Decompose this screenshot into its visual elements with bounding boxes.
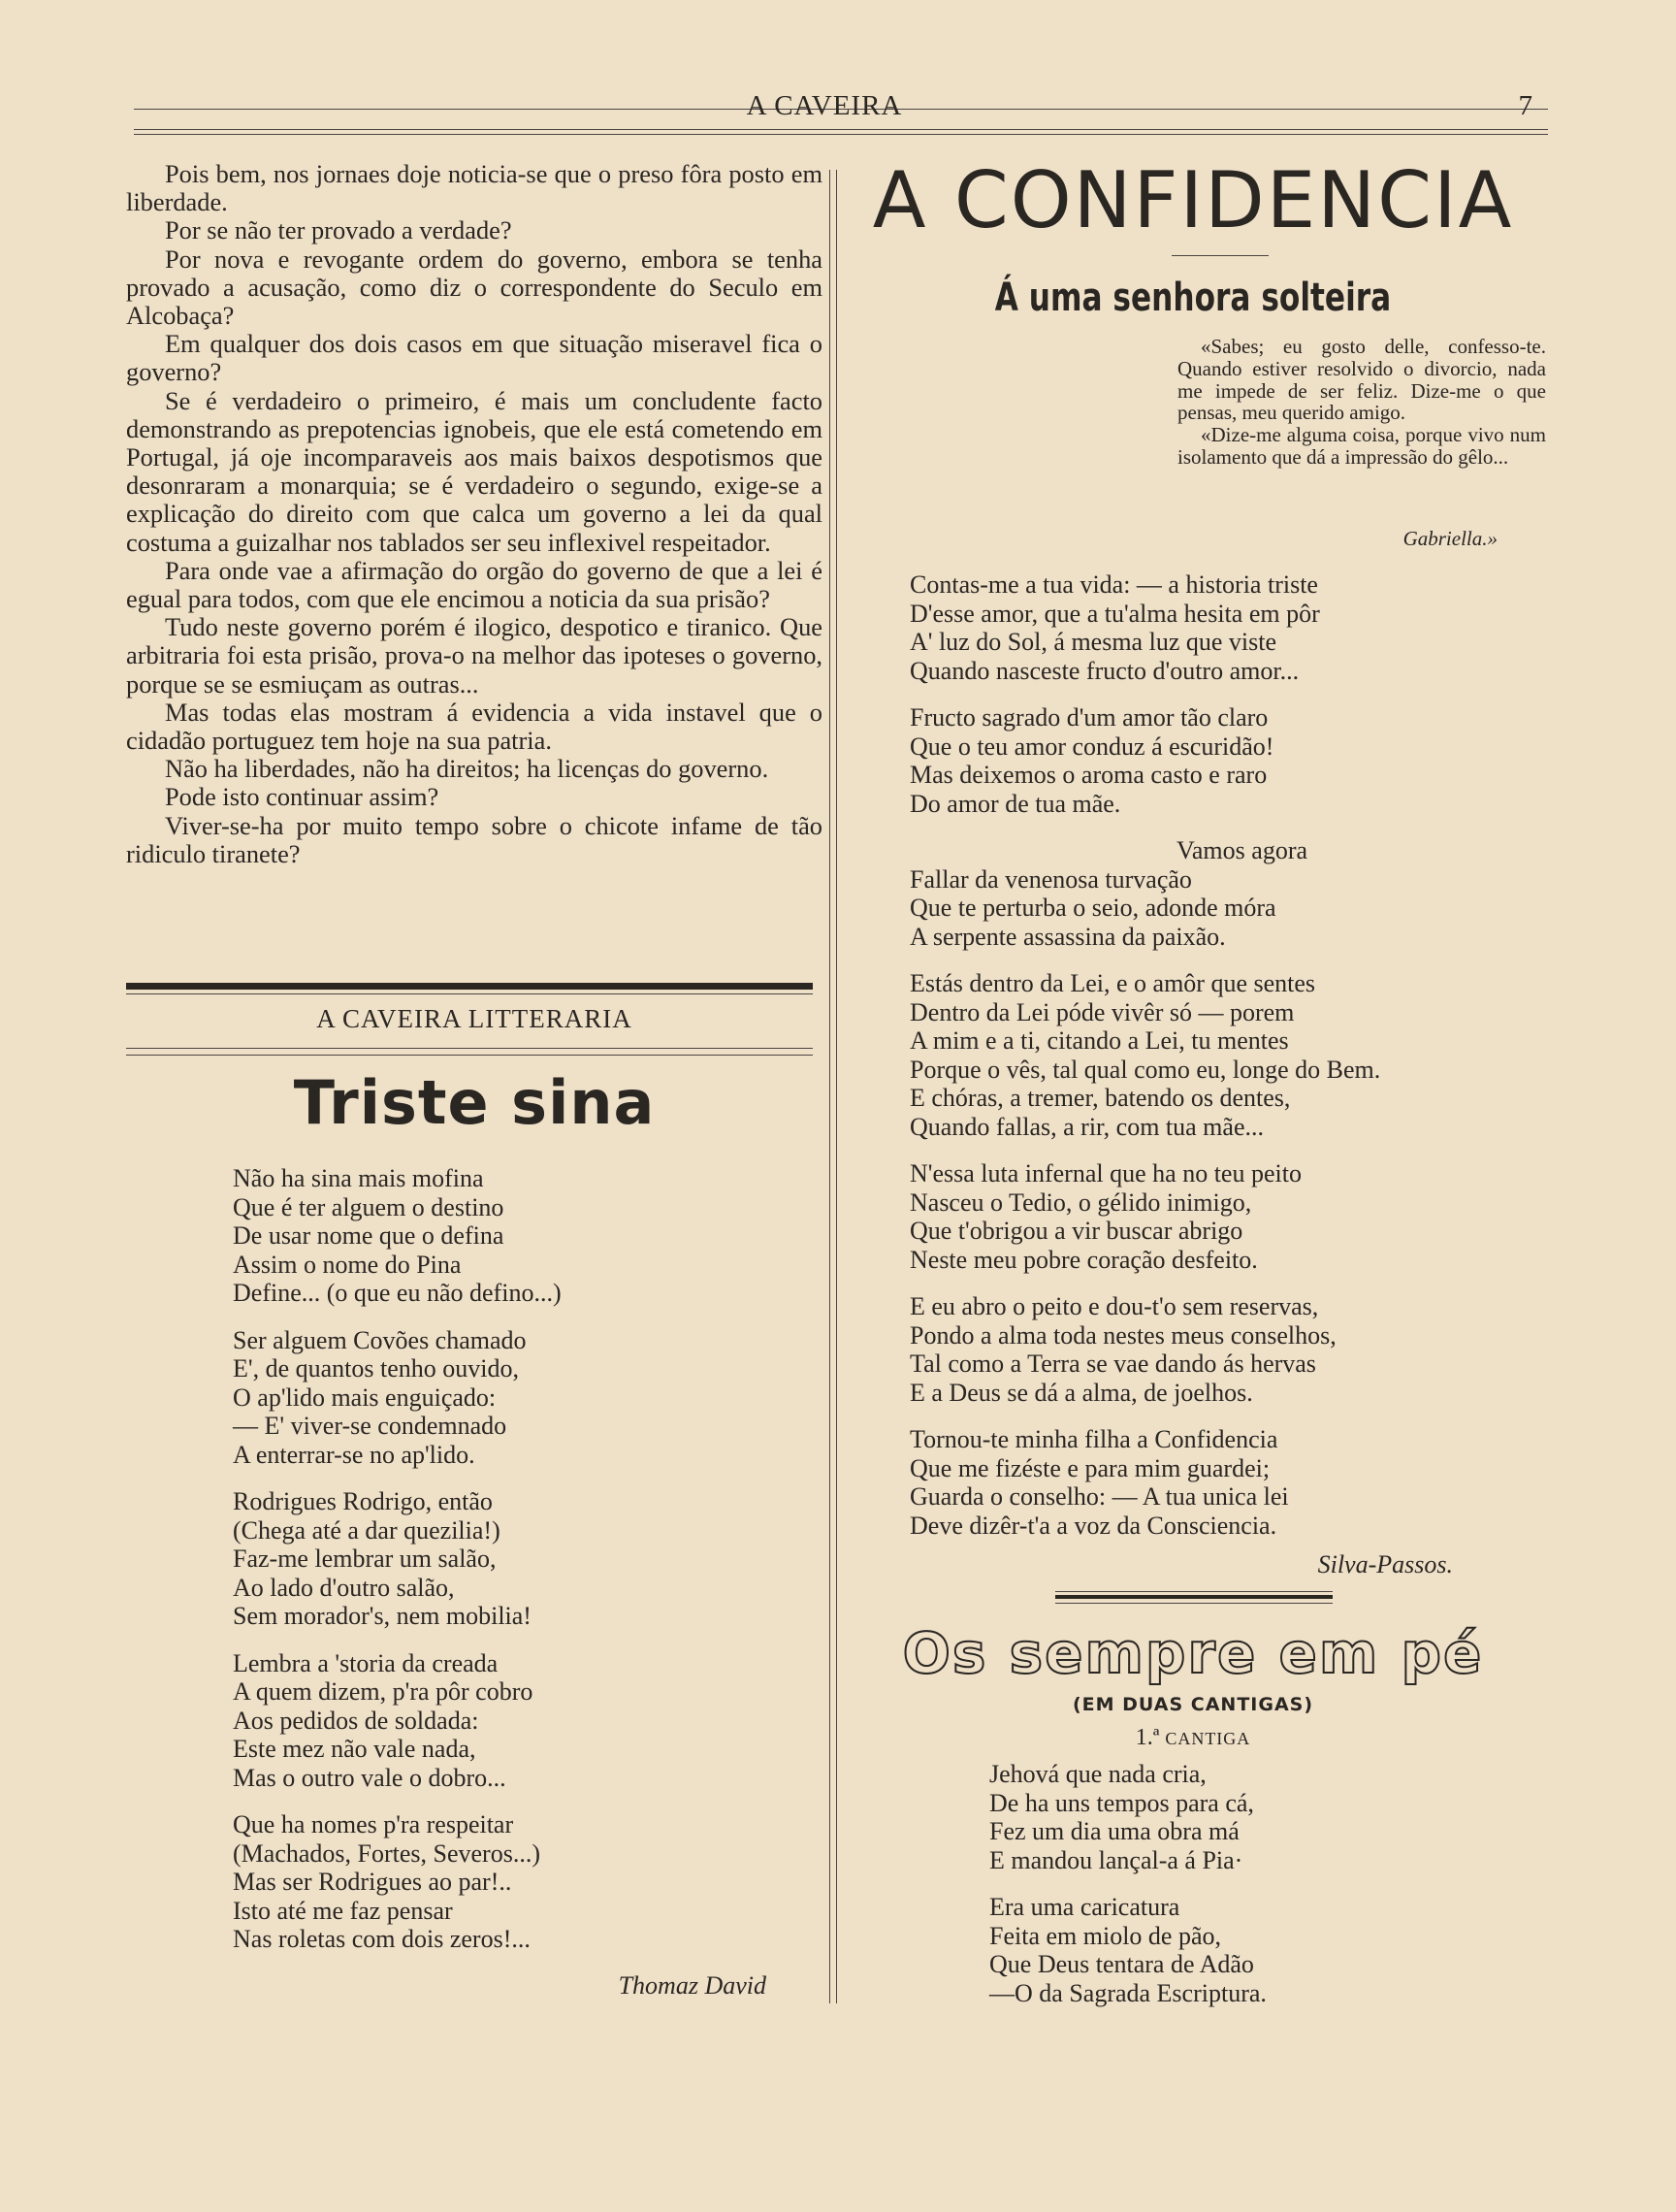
poem-stanza — [910, 570, 1531, 685]
poem-line: Fallar da venenosa turvação — [910, 864, 1192, 894]
title-short-rule — [1172, 255, 1269, 256]
cantiga-label: CANTIGA — [1165, 1729, 1251, 1748]
poem-line: A mim e a ti, citando a Lei, tu mentes — [910, 1026, 1289, 1055]
poem-line: Tornou-te minha filha a Confidencia — [910, 1425, 1278, 1453]
poem-line: Jehová que nada cria, — [989, 1760, 1207, 1788]
poem-stanza — [910, 1292, 1531, 1407]
article-paragraph: Mas todas elas mostram á evidencia a vida instavel que o cidadão portuguez tem hoje na sua patria. — [126, 697, 822, 756]
poem-line: D'esse amor, que a tu'alma hesita em pôr — [910, 599, 1320, 628]
poem-stanza — [233, 1326, 815, 1470]
sempre-subtitle: (EM DUAS CANTIGAS) — [1072, 1694, 1314, 1715]
poem-line: Lembra a 'storia da creada — [233, 1648, 499, 1677]
triste-sina-poem — [233, 1164, 815, 1972]
poem-line: Era uma caricatura — [989, 1893, 1180, 1921]
poem-line: Deve dizêr-t'a a voz da Consciencia. — [910, 1511, 1277, 1540]
poem-line: Quando nasceste fructo d'outro amor... — [910, 656, 1300, 685]
poem-author: Thomaz David — [618, 1971, 766, 2000]
poem-stanza — [989, 1760, 1532, 1874]
poem-title: Triste sina — [293, 1067, 656, 1138]
poem-line: Contas-me a tua vida: — a historia triste — [910, 570, 1318, 599]
article-paragraph: Não ha liberdades, não ha direitos; ha licenças do governo. — [165, 754, 769, 784]
ornament-rule-2 — [1055, 1595, 1333, 1599]
poem-line: Do amor de tua mãe. — [910, 789, 1121, 818]
poem-line: (Chega até a dar quezilia!) — [233, 1515, 500, 1545]
poem-stanza — [910, 969, 1531, 1141]
poem-line: Que te perturba o seio, adonde móra — [910, 894, 1276, 922]
section-title: A CAVEIRA LITTERARIA — [316, 1004, 632, 1033]
poem-line: E chóras, a tremer, batendo os dentes, — [910, 1084, 1291, 1112]
poem-line: —O da Sagrada Escriptura. — [989, 1978, 1267, 2007]
poem-line: Fructo sagrado d'um amor tão claro — [910, 703, 1269, 732]
article-paragraph: Por nova e revogante ordem do governo, embora se tenha provado a acusação, como diz o correspondente do Seculo em Alcobaça? — [126, 244, 822, 331]
poem-line: Mas deixemos o aroma casto e raro — [910, 761, 1268, 789]
article-paragraph: Por se não ter provado a verdade? — [165, 215, 512, 245]
confidencia-poem — [910, 570, 1531, 1558]
poem-line: A serpente assassina da paixão. — [910, 922, 1226, 951]
poem-line: Tal como a Terra se vae dando ás hervas — [910, 1350, 1316, 1378]
epigraph-paragraph: «Sabes; eu gosto delle, confesso-te. Quando estiver resolvido o divorcio, nada me impede de ser feliz. Dize-me o que pensas, meu querido amigo. — [1177, 335, 1546, 425]
poem-line: De ha uns tempos para cá, — [989, 1788, 1254, 1817]
poem-line: Guarda o conselho: — A tua unica lei — [910, 1482, 1289, 1511]
poem-line: Ser alguem Covões chamado — [233, 1325, 527, 1354]
poem-line: Rodrigues Rodrigo, então — [233, 1487, 493, 1515]
confidencia-subtitle: Á uma senhora solteira — [994, 276, 1392, 320]
poem-stanza — [910, 1159, 1531, 1274]
poem-line: Quando fallas, a rir, com tua mãe... — [910, 1112, 1264, 1141]
poem-line: Assim o nome do Pina — [233, 1250, 462, 1279]
poem-line: A' luz do Sol, á mesma luz que viste — [910, 628, 1277, 656]
article-paragraph: Para onde vae a afirmação do orgão do governo de que a lei é egual para todos, com que ele encimou a noticia da sua prisão? — [126, 555, 822, 614]
epigraph-paragraph: «Dize-me alguma coisa, porque vivo num isolamento que dá a impressão do gêlo... — [1177, 423, 1546, 469]
poem-line: Vamos agora — [1176, 836, 1308, 864]
article-paragraph: Se é verdadeiro o primeiro, é mais um concludente facto demonstrando as prepotencias ignobeis, que ele está cometendo em Portugal, já oje incomparaveis aos mais baixos despotismos que desonraram a monarquia; se é verdadeiro o segundo, exige-se a explicação do direito com que calca um governo a lei da qual costuma a guizalhar nos tablados ser seu inflexivel respeitador. — [126, 385, 822, 557]
ornament-rule-3 — [1055, 1603, 1333, 1604]
poem-line: Mas ser Rodrigues ao par!.. — [233, 1868, 512, 1896]
poem-stanza — [989, 1893, 1532, 2007]
header-rule-bottom-2 — [134, 134, 1548, 135]
ornament-rule-1 — [1055, 1591, 1333, 1592]
confidencia-title: A CONFIDENCIA — [872, 155, 1514, 245]
article-paragraph: Tudo neste governo porém é ilogico, despotico e tiranico. Que arbitraria foi esta prisão, prova-o na melhor das ipoteses o governo, porque se se esmiuçam as outras... — [126, 612, 822, 699]
poem-line: Aos pedidos de soldada: — [233, 1706, 479, 1735]
poem-stanza — [910, 1425, 1531, 1540]
header-rule-bottom — [134, 129, 1548, 130]
poem-line: Neste meu pobre coração desfeito. — [910, 1245, 1258, 1274]
article-paragraph: Pode isto continuar assim? — [165, 782, 439, 812]
poem-line: N'essa luta infernal que ha no teu peito — [910, 1159, 1302, 1187]
poem-stanza — [233, 1649, 815, 1793]
poem-stanza — [233, 1487, 815, 1631]
poem-line: Fez um dia uma obra má — [989, 1817, 1240, 1845]
poem-line: Que me fizéste e para mim guardei; — [910, 1453, 1271, 1482]
poem-line: E a Deus se dá a alma, de joelhos. — [910, 1378, 1253, 1407]
poem-line: Nasceu o Tedio, o gélido inimigo, — [910, 1187, 1252, 1217]
poem-stanza — [233, 1164, 815, 1308]
sempre-poem — [989, 1760, 1532, 2026]
column-separator — [829, 170, 837, 2003]
poem-line: Porque o vês, tal qual como eu, longe do Bem. — [910, 1055, 1381, 1084]
cantiga-number: 1.ª — [1135, 1725, 1160, 1750]
article-paragraph: Em qualquer dos dois casos em que situação miseravel fica o governo? — [126, 329, 822, 387]
poem-line: De usar nome que o defina — [233, 1221, 504, 1250]
epigraph — [1177, 336, 1546, 469]
poem-line: E eu abro o peito e dou-t'o sem reservas, — [910, 1292, 1319, 1320]
poem-line: E', de quantos tenho ouvido, — [233, 1354, 519, 1382]
poem-line: Dentro da Lei póde vivêr só — porem — [910, 997, 1295, 1026]
confidencia-author: Silva-Passos. — [1317, 1550, 1453, 1578]
poem-line: (Machados, Fortes, Severos...) — [233, 1838, 540, 1868]
section-divider-thin — [126, 993, 813, 994]
poem-line: Ao lado d'outro salão, — [233, 1573, 455, 1602]
poem-line: Que t'obrigou a vir buscar abrigo — [910, 1217, 1243, 1245]
section-divider-thick — [126, 983, 813, 990]
section-title-rule-2 — [126, 1055, 813, 1056]
poem-line: Que é ter alguem o destino — [233, 1192, 504, 1221]
poem-line: E mandou lançal-a á Pia· — [989, 1845, 1243, 1874]
poem-stanza — [910, 703, 1531, 818]
poem-line: Faz-me lembrar um salão, — [233, 1545, 497, 1573]
poem-line: Mas o outro vale o dobro... — [233, 1763, 506, 1792]
poem-line: Que ha nomes p'ra respeitar — [233, 1810, 514, 1838]
poem-line: Este mez não vale nada, — [233, 1735, 476, 1763]
poem-line: Pondo a alma toda nestes meus conselhos, — [910, 1320, 1337, 1350]
poem-line: Nas roletas com dois zeros!... — [233, 1925, 531, 1953]
poem-line: Não ha sina mais mofina — [233, 1164, 484, 1192]
poem-line: Estás dentro da Lei, e o amôr que sentes — [910, 969, 1316, 997]
article-body — [126, 160, 822, 868]
header-title: A CAVEIRA — [746, 90, 903, 121]
poem-line: Define... (o que eu não defino...) — [233, 1279, 562, 1307]
poem-line: Que o teu amor conduz á escuridão! — [910, 732, 1274, 761]
poem-line: Sem morador's, nem mobilia! — [233, 1602, 532, 1630]
section-title-rule — [126, 1048, 813, 1049]
poem-line: Que Deus tentara de Adão — [989, 1950, 1254, 1978]
poem-line: — E' viver-se condemnado — [233, 1412, 507, 1440]
sempre-title: Os sempre em pé — [902, 1620, 1484, 1686]
poem-stanza — [910, 836, 1531, 951]
poem-line: A quem dizem, p'ra pôr cobro — [233, 1677, 533, 1706]
poem-line: Feita em miolo de pão, — [989, 1921, 1222, 1950]
page-number: 7 — [1518, 90, 1532, 121]
poem-line: Isto até me faz pensar — [233, 1896, 453, 1925]
poem-line: A enterrar-se no ap'lido. — [233, 1440, 475, 1469]
article-paragraph: Pois bem, nos jornaes doje noticia-se que o preso fôra posto em liberdade. — [126, 159, 822, 217]
poem-line: O ap'lido mais enguiçado: — [233, 1382, 497, 1412]
epigraph-signature: Gabriella.» — [1402, 527, 1498, 550]
article-paragraph: Viver-se-ha por muito tempo sobre o chicote infame de tão ridiculo tiranete? — [126, 810, 822, 868]
poem-stanza — [233, 1810, 815, 1954]
cantiga-heading — [854, 1725, 1532, 1751]
